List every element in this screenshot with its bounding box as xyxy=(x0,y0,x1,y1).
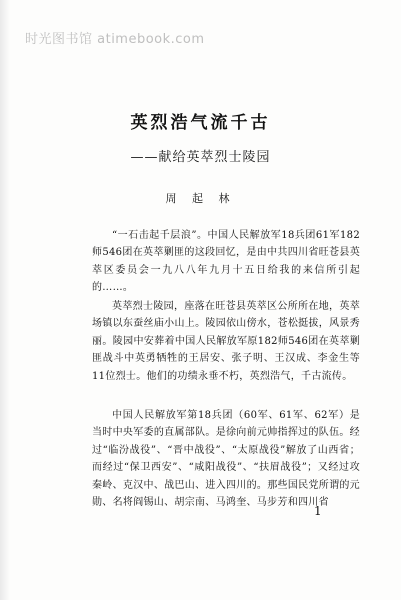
body-paragraph-3 xyxy=(92,407,360,511)
site-watermark: 时光图书馆 atimebook.com xyxy=(25,32,205,47)
article-title: 英烈浩气流千古 xyxy=(130,113,271,133)
article-subtitle: ——献给英萃烈士陵园 xyxy=(130,150,271,165)
page-binding-shadow xyxy=(0,0,10,600)
paragraph-text: 中国人民解放军第18兵团（60军、61军、62军）是当时中央军委的直属部队。是徐向前元帅指挥过的队伍。经过“临汾战役”、“晋中战役”、“太原战役”解放了山西省；而经过“保卫西安”、“咸阳战役”、“扶眉战役”；又经过攻秦岭、克汉中、战巴山、进入四川的。那些国民党所谓的元勋、名将阎锡山、胡宗南、马鸿奎、马步芳和四川省 xyxy=(92,410,360,509)
body-paragraph-1 xyxy=(92,227,360,297)
paragraph-text: 英萃烈士陵园，座落在旺苍县英萃区公所所在地，英萃场镇以东蚕丝庙小山上。陵园依山傍水，苍松挺拔，风景秀丽。陵园中安葬着中国人民解放军原182师546团在英萃剿匪战斗中英勇牺牲的王居安、张子明、王汉成、李金生等11位烈士。他们的功绩永垂不朽，英烈浩气，千古流传。 xyxy=(92,301,360,382)
paragraph-text: “一石击起千层浪”。中国人民解放军18兵团61军182师546团在英萃剿匪的这段回忆，是由中共四川省旺苍县英萃区委员会一九八八年九月十五日给我的来信所引起的……。 xyxy=(92,230,360,294)
article-author: 周 起 林 xyxy=(165,192,236,205)
body-paragraph-2 xyxy=(92,298,360,385)
page-number: 1 xyxy=(314,504,322,518)
